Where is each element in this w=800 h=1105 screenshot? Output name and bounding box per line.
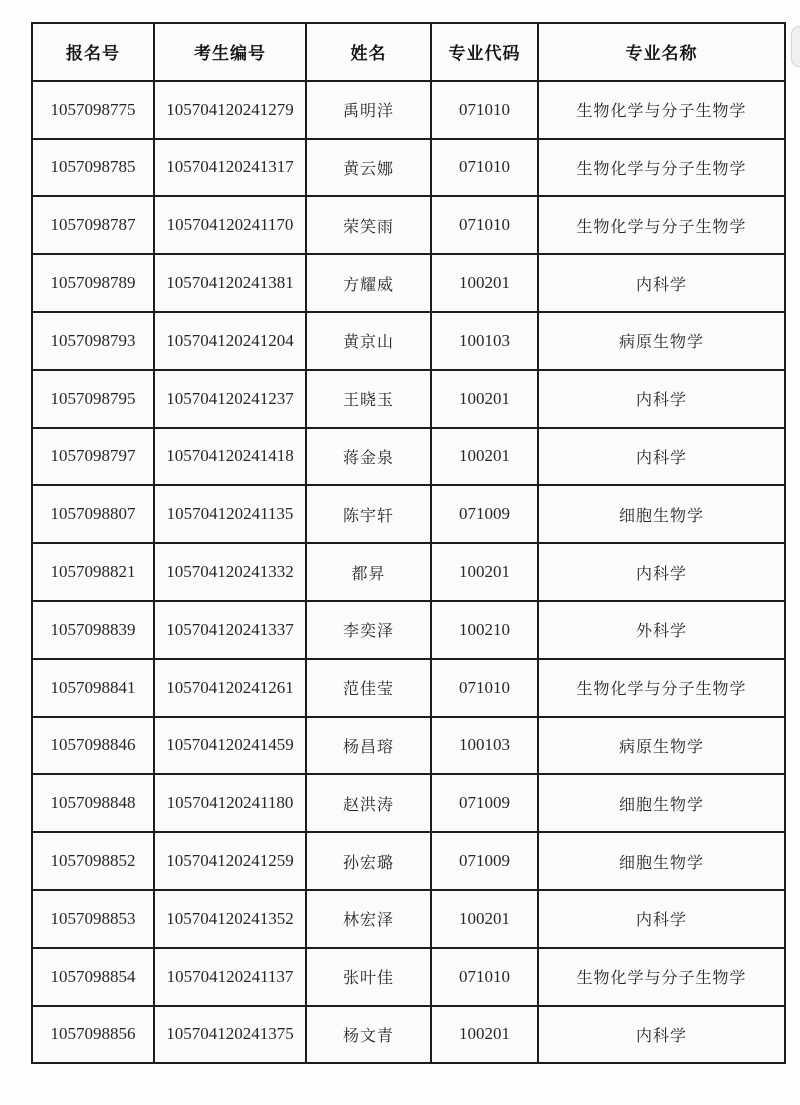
column-header-major-code: 专业代码 xyxy=(431,23,538,81)
cell-candidate-number: 105704120241352 xyxy=(154,890,306,948)
cell-major-code: 071010 xyxy=(431,139,538,197)
cell-name: 赵洪涛 xyxy=(306,774,431,832)
cell-candidate-number: 105704120241259 xyxy=(154,832,306,890)
cell-major-name: 生物化学与分子生物学 xyxy=(538,139,785,197)
cell-name: 孙宏璐 xyxy=(306,832,431,890)
cell-registration-number: 1057098789 xyxy=(32,254,154,312)
cell-candidate-number: 105704120241375 xyxy=(154,1006,306,1064)
cell-major-name: 内科学 xyxy=(538,1006,785,1064)
cell-major-name: 生物化学与分子生物学 xyxy=(538,196,785,254)
cell-major-code: 071010 xyxy=(431,196,538,254)
cell-major-name: 内科学 xyxy=(538,428,785,486)
cell-candidate-number: 105704120241317 xyxy=(154,139,306,197)
cell-major-name: 生物化学与分子生物学 xyxy=(538,948,785,1006)
table-row xyxy=(32,196,785,254)
cell-major-name: 内科学 xyxy=(538,543,785,601)
table-row xyxy=(32,543,785,601)
cell-major-name: 内科学 xyxy=(538,890,785,948)
cell-name: 都昇 xyxy=(306,543,431,601)
cell-candidate-number: 105704120241337 xyxy=(154,601,306,659)
cell-name: 杨昌瑢 xyxy=(306,717,431,775)
column-header-name: 姓名 xyxy=(306,23,431,81)
admission-list-table-wrap xyxy=(31,22,784,1064)
cell-major-code: 100103 xyxy=(431,717,538,775)
cell-major-code: 071010 xyxy=(431,659,538,717)
cell-major-code: 100201 xyxy=(431,254,538,312)
table-row xyxy=(32,659,785,717)
cell-candidate-number: 105704120241170 xyxy=(154,196,306,254)
cell-registration-number: 1057098854 xyxy=(32,948,154,1006)
cell-major-name: 生物化学与分子生物学 xyxy=(538,659,785,717)
cell-major-name: 外科学 xyxy=(538,601,785,659)
cell-major-code: 071010 xyxy=(431,948,538,1006)
cell-candidate-number: 105704120241180 xyxy=(154,774,306,832)
cell-candidate-number: 105704120241237 xyxy=(154,370,306,428)
cell-registration-number: 1057098853 xyxy=(32,890,154,948)
table-row xyxy=(32,832,785,890)
cell-name: 方耀威 xyxy=(306,254,431,312)
cell-major-name: 病原生物学 xyxy=(538,717,785,775)
cell-candidate-number: 105704120241332 xyxy=(154,543,306,601)
cell-registration-number: 1057098856 xyxy=(32,1006,154,1064)
table-row xyxy=(32,81,785,139)
cell-major-code: 100201 xyxy=(431,543,538,601)
cell-name: 张叶佳 xyxy=(306,948,431,1006)
cell-name: 蒋金泉 xyxy=(306,428,431,486)
table-row xyxy=(32,1006,785,1064)
table-row xyxy=(32,139,785,197)
cell-registration-number: 1057098821 xyxy=(32,543,154,601)
cell-name: 林宏泽 xyxy=(306,890,431,948)
cell-name: 杨文青 xyxy=(306,1006,431,1064)
cell-major-code: 071009 xyxy=(431,832,538,890)
cell-registration-number: 1057098775 xyxy=(32,81,154,139)
cell-major-code: 100201 xyxy=(431,370,538,428)
cell-registration-number: 1057098846 xyxy=(32,717,154,775)
cell-major-code: 100201 xyxy=(431,428,538,486)
cell-major-code: 100210 xyxy=(431,601,538,659)
table-row xyxy=(32,601,785,659)
cell-registration-number: 1057098797 xyxy=(32,428,154,486)
cell-registration-number: 1057098785 xyxy=(32,139,154,197)
cell-major-code: 100103 xyxy=(431,312,538,370)
table-row xyxy=(32,254,785,312)
cell-candidate-number: 105704120241137 xyxy=(154,948,306,1006)
cell-registration-number: 1057098848 xyxy=(32,774,154,832)
cell-candidate-number: 105704120241418 xyxy=(154,428,306,486)
cell-candidate-number: 105704120241204 xyxy=(154,312,306,370)
cell-name: 黄云娜 xyxy=(306,139,431,197)
cell-name: 李奕泽 xyxy=(306,601,431,659)
cell-major-name: 内科学 xyxy=(538,254,785,312)
cell-major-name: 病原生物学 xyxy=(538,312,785,370)
column-header-registration-number: 报名号 xyxy=(32,23,154,81)
cell-major-code: 071009 xyxy=(431,485,538,543)
cell-major-name: 内科学 xyxy=(538,370,785,428)
cell-major-code: 100201 xyxy=(431,890,538,948)
cell-major-name: 生物化学与分子生物学 xyxy=(538,81,785,139)
scrollbar-thumb[interactable] xyxy=(791,26,800,67)
cell-name: 范佳莹 xyxy=(306,659,431,717)
cell-candidate-number: 105704120241135 xyxy=(154,485,306,543)
table-row xyxy=(32,312,785,370)
cell-name: 禹明洋 xyxy=(306,81,431,139)
table-row xyxy=(32,948,785,1006)
cell-registration-number: 1057098795 xyxy=(32,370,154,428)
table-row xyxy=(32,774,785,832)
cell-major-code: 071010 xyxy=(431,81,538,139)
cell-name: 荣笑雨 xyxy=(306,196,431,254)
cell-candidate-number: 105704120241381 xyxy=(154,254,306,312)
cell-candidate-number: 105704120241261 xyxy=(154,659,306,717)
table-row xyxy=(32,717,785,775)
column-header-candidate-number: 考生编号 xyxy=(154,23,306,81)
table-row xyxy=(32,428,785,486)
cell-name: 陈宇轩 xyxy=(306,485,431,543)
cell-registration-number: 1057098841 xyxy=(32,659,154,717)
column-header-major-name: 专业名称 xyxy=(538,23,785,81)
table-body xyxy=(32,81,785,1064)
table-header-row xyxy=(32,23,785,81)
cell-registration-number: 1057098807 xyxy=(32,485,154,543)
cell-major-code: 100201 xyxy=(431,1006,538,1064)
cell-name: 黄京山 xyxy=(306,312,431,370)
cell-candidate-number: 105704120241279 xyxy=(154,81,306,139)
cell-registration-number: 1057098787 xyxy=(32,196,154,254)
cell-major-name: 细胞生物学 xyxy=(538,485,785,543)
cell-registration-number: 1057098793 xyxy=(32,312,154,370)
cell-major-code: 071009 xyxy=(431,774,538,832)
table-row xyxy=(32,485,785,543)
cell-major-name: 细胞生物学 xyxy=(538,832,785,890)
cell-registration-number: 1057098839 xyxy=(32,601,154,659)
cell-major-name: 细胞生物学 xyxy=(538,774,785,832)
table-row xyxy=(32,370,785,428)
cell-name: 王晓玉 xyxy=(306,370,431,428)
cell-registration-number: 1057098852 xyxy=(32,832,154,890)
admission-list-table xyxy=(31,22,786,1064)
table-row xyxy=(32,890,785,948)
cell-candidate-number: 105704120241459 xyxy=(154,717,306,775)
